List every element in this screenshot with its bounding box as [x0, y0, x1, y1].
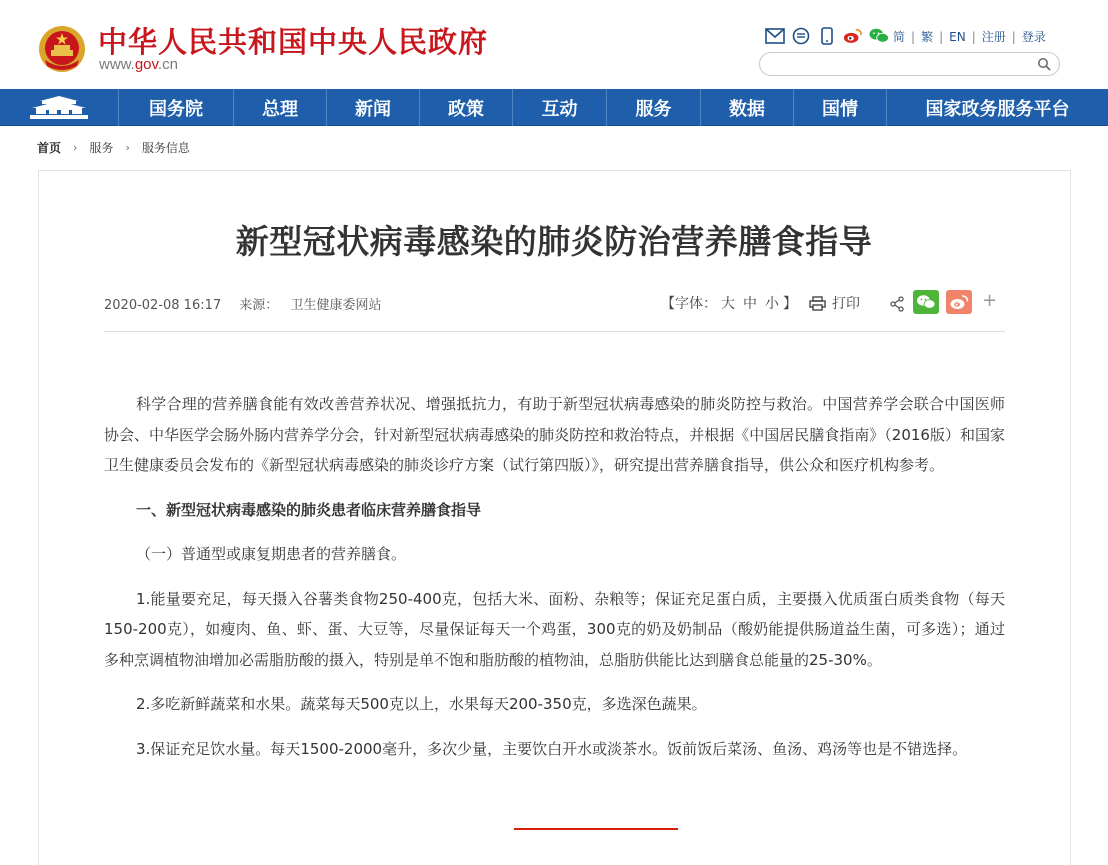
site-name[interactable]: 中华人民共和国中央人民政府 [98, 25, 489, 59]
share-icon[interactable] [889, 296, 905, 312]
paragraph: 科学合理的营养膳食能有效改善营养状况、增强抵抗力，有助于新型冠状病毒感染的肺炎防控与救治。中国营养学会联合中国医师协会、中华医学会肠外肠内营养学分会，针对新型冠状病毒感染的肺炎防控和救治特点，并根据《中国居民膳食指南》（2016版）和国家卫生健康委员会发布的《新型冠状病毒感染的肺炎诊疗方案（试行第四版）》，研究提出营养膳食指导，供公众和医疗机构参考。 [104, 395, 1005, 474]
search-icon[interactable] [1037, 57, 1051, 71]
font-size-close: 】 [783, 296, 797, 312]
mobile-icon[interactable] [817, 27, 837, 45]
paragraph: 1.能量要充足，每天摄入谷薯类食物250-400克，包括大米、面粉、杂粮等；保证充足蛋白质，主要摄入优质蛋白质类食物（每天150-200克），如瘦肉、鱼、虾、蛋、大豆等，尽量保证每天一个鸡蛋，300克的奶及奶制品（酸奶能提供肠道益生菌，可多选）；通过多种烹调植物油增加必需脂肪酸的摄入，特别是单不饱和脂肪酸的植物油，总脂肪供能比达到膳食总能量的25-30%。 [104, 589, 1005, 669]
source-name: 卫生健康委网站 [290, 298, 382, 313]
nav-item-interaction[interactable]: 互动 [512, 89, 606, 126]
source-label: 来源： [239, 298, 279, 313]
breadcrumb [37, 139, 190, 156]
url-www: www. [99, 56, 135, 73]
separator: | [1011, 29, 1016, 44]
printer-icon [809, 296, 826, 311]
font-size-small[interactable]: 小 [765, 296, 779, 312]
separator: | [971, 29, 976, 44]
breadcrumb-service-info[interactable]: 服务信息 [141, 141, 190, 155]
separator: | [911, 29, 916, 44]
print-button[interactable] [809, 293, 860, 313]
sub-heading: （一）普通型或康复期患者的营养膳食。 [136, 545, 407, 563]
nav-item-news[interactable]: 新闻 [326, 89, 419, 126]
message-icon[interactable] [791, 27, 811, 45]
site-url[interactable] [99, 56, 178, 73]
wechat-share-button[interactable] [913, 290, 939, 314]
paragraph: 2.多吃新鲜蔬菜和水果。蔬菜每天500克以上，水果每天200-350克，多选深色蔬果。 [136, 695, 707, 713]
font-size-tool [661, 292, 797, 314]
paragraph: 3.保证充足饮水量。每天1500-2000毫升，多次少量，主要饮白开水或淡茶水。饭前饭后菜汤、鱼汤、鸡汤等也是不错选择。 [136, 739, 968, 758]
weibo-icon [949, 294, 969, 310]
chevron-right-icon: › [73, 141, 78, 154]
share-icons-bar [765, 26, 895, 46]
site-header [0, 0, 1108, 89]
link-english[interactable]: EN [949, 29, 966, 44]
url-gov: gov [134, 56, 158, 73]
national-emblem-icon[interactable] [37, 24, 87, 74]
wechat-icon[interactable] [869, 27, 889, 45]
section-heading: 一、新型冠状病毒感染的肺炎患者临床营养膳食指导 [136, 500, 482, 519]
chevron-right-icon: › [125, 141, 130, 154]
publish-date: 2020-02-08 16:17 [104, 298, 222, 313]
link-register[interactable]: 注册 [981, 30, 1006, 44]
article-body [104, 389, 1005, 764]
nav-item-services[interactable]: 服务 [606, 89, 700, 126]
separator: | [939, 29, 944, 44]
main-nav [0, 89, 1108, 126]
search-box [759, 52, 1060, 76]
link-traditional[interactable]: 繁 [921, 30, 934, 44]
mail-icon[interactable] [765, 27, 785, 45]
search-input[interactable] [772, 56, 1032, 72]
nav-item-policy[interactable]: 政策 [419, 89, 512, 126]
weibo-share-button[interactable] [946, 290, 972, 314]
weibo-icon[interactable] [843, 27, 863, 45]
print-label: 打印 [832, 296, 860, 312]
wechat-icon [916, 294, 936, 310]
link-simplified[interactable]: 简 [893, 30, 906, 44]
nav-item-national-info[interactable]: 国情 [793, 89, 886, 126]
highlight-underline [514, 828, 678, 830]
link-login[interactable]: 登录 [1021, 30, 1046, 44]
language-links [893, 28, 1046, 45]
more-share-icon[interactable]: + [982, 290, 998, 311]
font-size-label: 【字体： [661, 296, 717, 312]
breadcrumb-home[interactable]: 首页 [37, 141, 62, 155]
font-size-large[interactable]: 大 [721, 296, 735, 312]
url-cn: .cn [157, 56, 178, 73]
breadcrumb-services[interactable]: 服务 [89, 141, 114, 155]
article-meta [104, 294, 381, 313]
nav-item-data[interactable]: 数据 [700, 89, 793, 126]
nav-home-tiananmen-icon[interactable] [0, 89, 118, 126]
article-title: 新型冠状病毒感染的肺炎防治营养膳食指导 [235, 222, 873, 261]
nav-item-service-platform[interactable]: 国家政务服务平台 [886, 89, 1108, 126]
font-size-medium[interactable]: 中 [743, 296, 757, 312]
nav-item-state-council[interactable]: 国务院 [118, 89, 233, 126]
nav-item-premier[interactable]: 总理 [233, 89, 326, 126]
divider [104, 331, 1005, 332]
